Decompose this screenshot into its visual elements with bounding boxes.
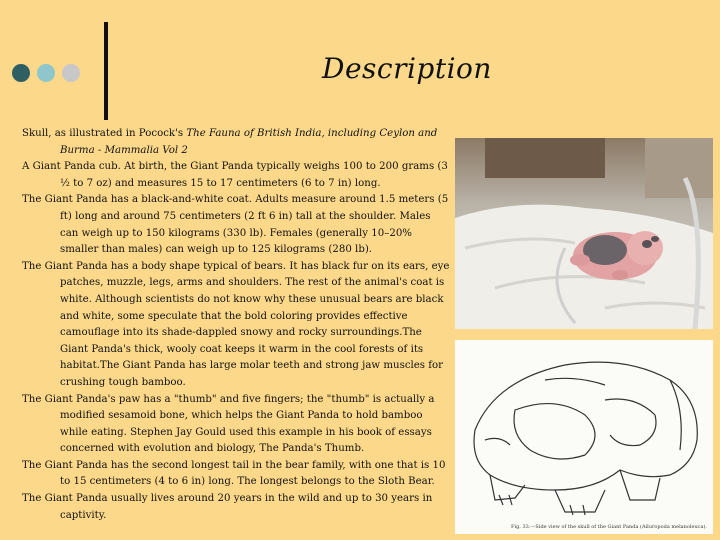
title-divider — [104, 22, 108, 120]
paragraph-coat: The Giant Panda has a black-and-white coat. Adults measure around 1.5 meters (5 ft) long and around 75 centimeters (2 ft 6 in) tall at the shoulder. Males can weigh up to 150 kilograms (330 lb). Females (generally 10–20% smaller than males) can weigh up to 125 kilograms (280 lb). — [22, 194, 449, 256]
panda-cub-image — [455, 138, 713, 329]
paragraph-tail: The Giant Panda has the second longest tail in the bear family, with one that is 10 to 15 centimeters (4 to 6 in) long. The longest belongs to the Sloth Bear. — [22, 459, 446, 488]
dot-gray — [62, 64, 80, 82]
paragraph-lifespan: The Giant Panda usually lives around 20 years in the wild and up to 30 years in captivity. — [22, 493, 433, 521]
description-text — [22, 126, 452, 524]
slide-title: Description — [322, 52, 492, 85]
paragraph-paw: The Giant Panda's paw has a "thumb" and five fingers; the "thumb" is actually a modified sesamoid bone, which helps the Giant Panda to hold bamboo while eating. Stephen Jay Gould used this example in his book of essays concerned with evolution and biology, The Panda's Thumb. — [22, 393, 435, 455]
skull-illustration — [455, 340, 713, 534]
paragraph-body-shape: The Giant Panda has a body shape typical of bears. It has black fur on its ears, eye patches, muzzle, legs, arms and shoulders. The rest of the animal's coat is white. Although scientists do not know why these unusual bears are black and white, some speculate that the bold coloring provides effective camouflage into its shade-dappled snowy and rocky surroundings.The Giant Panda's thick, wooly coat keeps it warm in the cool forests of its habitat.The Giant Panda has large molar teeth and strong jaw muscles for crushing tough bamboo. — [22, 260, 450, 388]
paragraph-cub: A Giant Panda cub. At birth, the Giant Panda typically weighs 100 to 200 grams (3 ½ to 7 oz) and measures 15 to 17 centimeters (6 to 7 in) long. — [22, 161, 448, 189]
figure-caption: Fig. 33.—Side view of the skull of the Giant Panda (Ailuropoda melanoleuca). — [511, 524, 707, 530]
dot-dark — [12, 64, 30, 82]
paragraph-skull: Skull, as illustrated in Pocock's The Fauna of British India, including Ceylon and Burma - Mammalia Vol 2 — [22, 128, 438, 156]
dot-teal — [37, 64, 55, 82]
panda-cub-photo — [455, 138, 713, 329]
bullet-dots — [12, 64, 80, 82]
skull-drawing — [455, 340, 713, 534]
